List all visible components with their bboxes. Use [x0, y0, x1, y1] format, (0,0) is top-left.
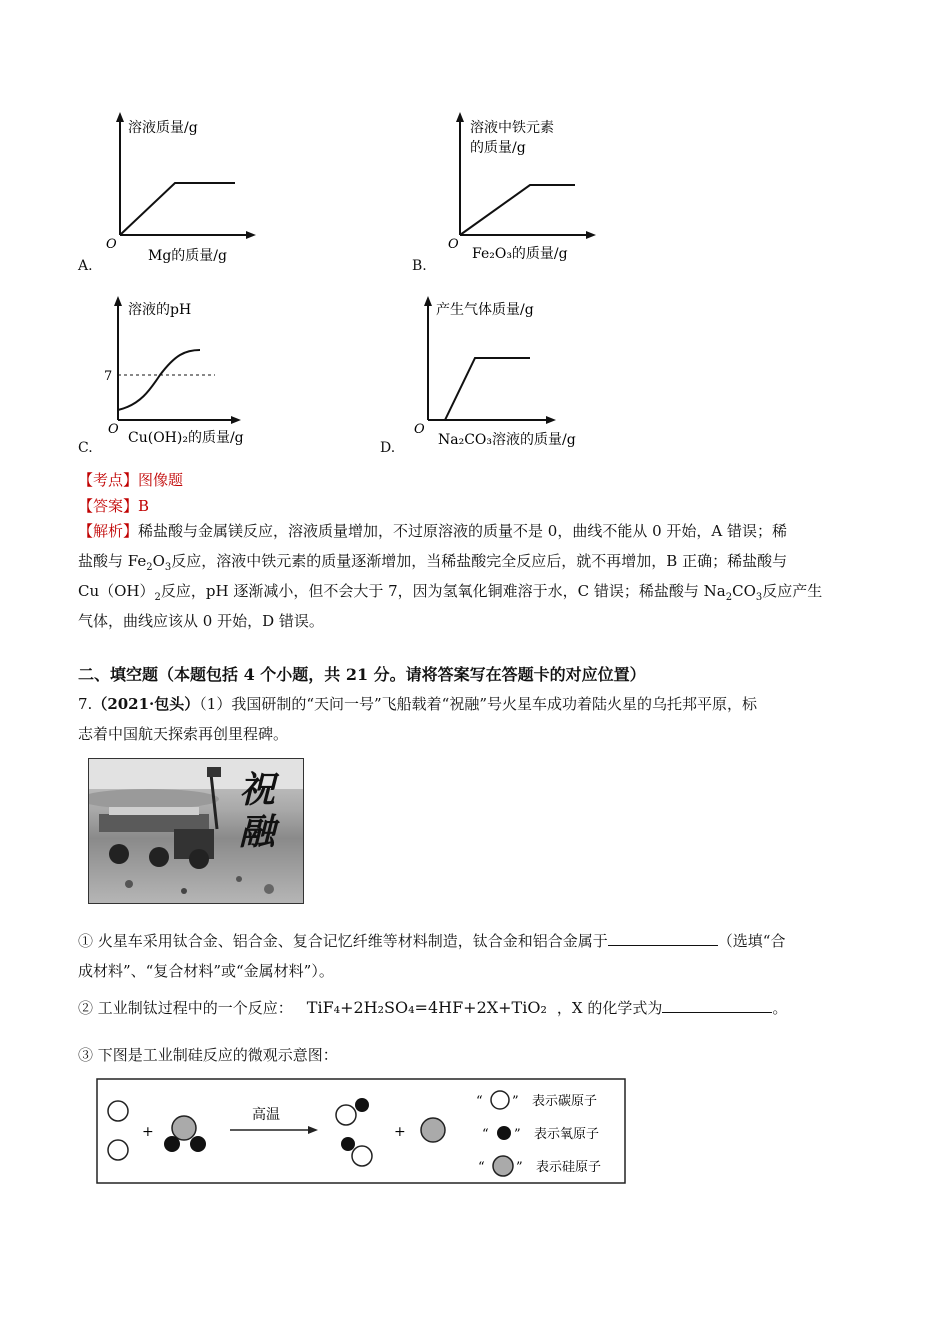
- svg-text:“: “: [476, 1094, 483, 1109]
- svg-text:”: ”: [516, 1160, 523, 1175]
- sub-2c: 2: [725, 592, 733, 603]
- graph-c: [100, 290, 280, 450]
- option-a-label: A.: [78, 258, 93, 274]
- q7-line-2: 志着中国航天探索再创里程碑。: [78, 725, 289, 743]
- silicon-atom-icon: [493, 1156, 513, 1176]
- sub-3b: 3: [755, 592, 763, 603]
- section-2-title: 二、填空题（本题包括 4 个小题，共 21 分。请将答案写在答题卡的对应位置）: [78, 665, 646, 684]
- carbon-atom-icon: [336, 1105, 356, 1125]
- legend-silicon-label: 表示硅原子: [536, 1160, 602, 1175]
- kaodian-line: [78, 467, 183, 493]
- reaction-condition: 高温: [252, 1107, 280, 1123]
- svg-text:”: ”: [512, 1094, 519, 1109]
- graph-c-xlabel: Cu(OH)₂的质量/g: [128, 430, 244, 446]
- analysis-text-3b: 反应，pH 逐渐减小，但不会大于 7，因为氢氧化铜难溶于水，C 错误；稀盐酸与 Na: [160, 582, 726, 600]
- analysis-text-2b: O: [152, 552, 165, 570]
- analysis-text-3a: Cu（OH）: [78, 582, 155, 600]
- analysis-text-3c: CO: [732, 582, 756, 600]
- q7-intro-1: （1）我国研制的“天问一号”飞船载着“祝融”号火星车成功着陆火星的乌托邦平原，标: [199, 695, 758, 713]
- q7-item1-end: （选填“合: [717, 932, 786, 950]
- carbon-atom-icon: [108, 1101, 128, 1121]
- kaodian-value: 图像题: [138, 471, 184, 489]
- answer-value: B: [138, 497, 150, 515]
- q7-item2-text: ② 工业制钛过程中的一个反应：: [78, 999, 293, 1017]
- graph-c-ylabel: 溶液的pH: [128, 302, 192, 318]
- q7-item3-line: ③ 下图是工业制硅反应的微观示意图：: [78, 1046, 338, 1064]
- q7-item1-line2: 成材料”、“复合材料”或“金属材料”）。: [78, 962, 334, 980]
- svg-text:“: “: [482, 1127, 489, 1142]
- graph-d-ylabel: 产生气体质量/g: [436, 302, 534, 318]
- q7-item2-line: [78, 993, 787, 1023]
- graph-b-xlabel: Fe₂O₃的质量/g: [472, 246, 568, 262]
- sub-2b: 2: [154, 592, 161, 603]
- photo-calligraphy: 祝融: [239, 769, 276, 853]
- graph-a-origin: O: [106, 237, 117, 252]
- legend-carbon-label: 表示碳原子: [532, 1094, 598, 1109]
- equation: TiF₄+2H₂SO₄=4HF+2X+TiO₂: [306, 998, 547, 1017]
- graph-c-origin: O: [108, 422, 119, 437]
- q7-source: （2021·包头）: [92, 695, 200, 713]
- jiexi-tag: 【解析】: [78, 522, 139, 540]
- graph-a: [100, 110, 260, 270]
- q7-item1-line1: [78, 926, 785, 956]
- q7-number: 7.: [78, 695, 93, 713]
- oxygen-atom-icon: [355, 1098, 369, 1112]
- graph-a-ylabel: 溶液质量/g: [128, 120, 198, 136]
- analysis-line-4: 气体，曲线应该从 0 开始，D 错误。: [78, 612, 324, 630]
- answer-blank-2[interactable]: [662, 998, 772, 1013]
- kaodian-tag: 【考点】: [78, 471, 139, 489]
- oxygen-atom-icon: [190, 1136, 206, 1152]
- analysis-text-2c: 反应，溶液中铁元素的质量逐渐增加，当稀盐酸完全反应后，就不再增加，B 正确；稀盐酸与: [171, 552, 788, 570]
- graph-b: [440, 110, 600, 270]
- zhurong-rover-photo: [88, 758, 304, 904]
- silicon-atom-icon: [421, 1118, 445, 1142]
- analysis-text-3d: 反应产生: [762, 582, 823, 600]
- graph-b-ylabel-1: 溶液中铁元素: [470, 120, 554, 136]
- svg-text:”: ”: [514, 1127, 521, 1142]
- oxygen-atom-icon: [341, 1137, 355, 1151]
- analysis-line-1: [78, 516, 878, 546]
- graph-d-xlabel: Na₂CO₃溶液的质量/g: [438, 432, 576, 448]
- sub-3: 3: [164, 562, 172, 573]
- silicon-atom-icon: [172, 1116, 196, 1140]
- answer-tag: 【答案】: [78, 497, 139, 515]
- option-d-label: D.: [380, 440, 396, 456]
- sub-2: 2: [146, 562, 153, 573]
- graph-a-xlabel: Mg的质量/g: [148, 248, 227, 264]
- q7-item1-text: ① 火星车采用钛合金、铝合金、复合记忆纤维等材料制造，钛合金和铝合金属于: [78, 932, 608, 950]
- oxygen-atom-icon: [497, 1126, 511, 1140]
- silicon-reaction-diagram: [96, 1078, 626, 1184]
- legend-carbon: [476, 1091, 597, 1109]
- graph-d-origin: O: [414, 422, 425, 437]
- q7-line-1: [78, 689, 878, 719]
- analysis-text-2a: 盐酸与 Fe: [78, 552, 147, 570]
- carbon-atom-icon: [108, 1140, 128, 1160]
- graph-b-origin: O: [448, 237, 459, 252]
- option-b-label: B.: [412, 258, 427, 274]
- q7-item2-end: 。: [772, 999, 788, 1017]
- q7-item2-text-b: ，X 的化学式为: [556, 999, 663, 1017]
- option-c-label: C.: [78, 440, 93, 456]
- carbon-atom-icon: [491, 1091, 509, 1109]
- svg-text:“: “: [478, 1160, 485, 1175]
- analysis-text-1: 稀盐酸与金属镁反应，溶液质量增加，不过原溶液的质量不是 0，曲线不能从 0 开始，A 错误；稀: [138, 522, 788, 540]
- carbon-atom-icon: [352, 1146, 372, 1166]
- oxygen-atom-icon: [164, 1136, 180, 1152]
- plus-sign: +: [394, 1124, 406, 1140]
- graph-b-ylabel-2: 的质量/g: [470, 140, 526, 156]
- graph-c-ytick: 7: [104, 369, 113, 384]
- plus-sign: +: [142, 1124, 154, 1140]
- legend-oxygen-label: 表示氧原子: [534, 1127, 600, 1142]
- graph-d: [400, 290, 610, 455]
- answer-blank-1[interactable]: [608, 931, 718, 946]
